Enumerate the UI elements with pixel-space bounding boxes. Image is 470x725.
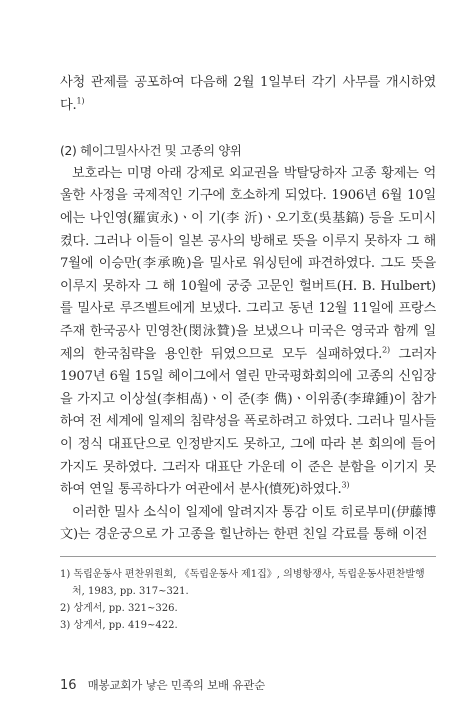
footnotes	[60, 566, 436, 634]
footnote-2: 2) 상게서, pp. 321~326.	[60, 603, 178, 614]
paragraph-text: 사청 관제를 공포하여 다음해 2월 1일부터 각기 사무를 개시하였다.	[60, 75, 436, 113]
book-title: 매봉교회가 낳은 민족의 보배 유관순	[87, 678, 266, 692]
paragraph-text: 보호라는 미명 아래 강제로 외교권을 박탈당하자 고종 황제는 억울한 사정을 국제적인 기구에 호소하게 되었다. 1906년 6월 10일에는 나인영(羅寅永)ㆍ이 기(李 沂)ㆍ오기호(吳基鎬) 등을 도미시켰다. 그러나 이들이 일본 공사의 방해로 뜻을 이루지 못하자 그 해 7월에 이승만(李承晩)을 밀사로 워싱턴에 파견하였다. 그도 뜻을 이루지 못하자 그 해 10월에 궁중 고문인 헐버트(H. B. Hulbert)를 밀사로 루즈벨트에게 보냈다. 그리고 동년 12월 11일에 프랑스 주재 한국공사 민영찬(閔泳贊)을 보냈으나 미국은 영국과 함께 일제의 한국침략을 용인한 뒤였으므로 모두 실패하였다.	[60, 165, 436, 362]
main-text	[60, 72, 436, 547]
section-heading: (2) 헤이그밀사사건 및 고종의 양위	[60, 144, 242, 159]
footnote-1: 1) 독립운동사 편찬위원회, 《독립운동사 제1집》, 의병항쟁사, 독립운동사편찬발행처, 1983, pp. 317~321.	[60, 569, 425, 597]
paragraph-hague-envoys	[60, 163, 436, 502]
paragraph-ito	[60, 502, 436, 547]
footnote-divider	[60, 556, 436, 557]
paragraph-text: 이러한 밀사 소식이 일제에 알려지자 통감 이토 히로부미(伊藤博文)는 경운궁으로 가 고종을 힐난하는 한편 친일 각료를 통해 이전	[60, 504, 436, 543]
running-footer	[60, 674, 265, 693]
paragraph-text: 그러자 1907년 6월 15일 헤이그에서 열린 만국평화회의에 고종의 신임장을 가지고 이상설(李相卨)ㆍ이 준(李 儁)ㆍ이위종(李瑋鍾)이 참가하여 전 세계에 일제의 침략성을 폭로하려고 하였다. 그러나 밀사들이 정식 대표단으로 인정받지도 못하고, 그에 따라 본 회의에 들어가지도 못하였다. 그러자 대표단 가운데 이 준은 분함을 이기지 못하여 연일 통곡하다가 여관에서 분사(憤死)하였다.	[60, 346, 437, 498]
footnote-3: 3) 상게서, pp. 419~422.	[60, 620, 178, 631]
page-number: 16	[60, 678, 77, 693]
footnote-ref-2: 2)	[382, 345, 390, 355]
footnote-ref-3: 3)	[341, 480, 350, 490]
paragraph-continued	[60, 72, 436, 117]
footnote-ref-1: 1)	[76, 96, 85, 106]
